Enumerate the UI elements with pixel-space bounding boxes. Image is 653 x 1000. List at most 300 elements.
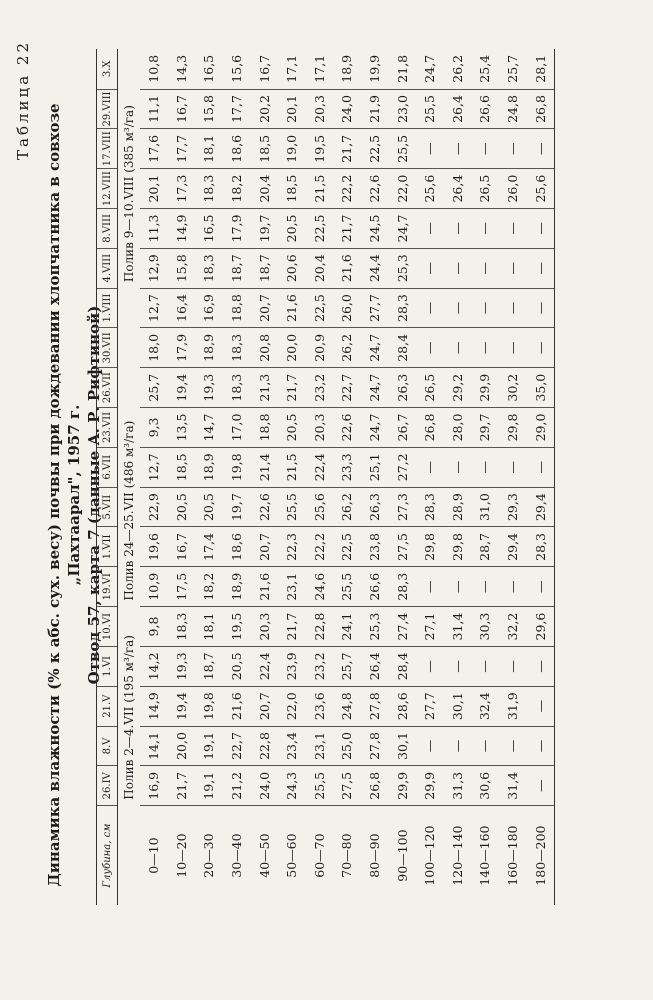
moisture-value-cell: — [416, 726, 444, 766]
moisture-value-cell: 25,7 [499, 49, 527, 89]
spacer-cell [118, 806, 141, 905]
moisture-value-cell: — [499, 447, 527, 487]
moisture-value-cell: 22,2 [306, 527, 334, 567]
moisture-value-cell: 29,2 [444, 368, 472, 408]
table-row [195, 49, 223, 905]
date-header: 23.VII [97, 408, 118, 448]
moisture-value-cell: 26,8 [526, 89, 554, 129]
moisture-value-cell: 27,4 [388, 607, 416, 647]
moisture-value-cell: 15,8 [195, 89, 223, 129]
moisture-value-cell: 19,7 [250, 209, 278, 249]
moisture-value-cell: 26,4 [361, 646, 389, 686]
moisture-value-cell: 25,5 [388, 129, 416, 169]
moisture-value-cell: 23,9 [278, 646, 306, 686]
moisture-value-cell: — [444, 447, 472, 487]
moisture-value-cell: 26,3 [388, 368, 416, 408]
moisture-value-cell: 28,1 [526, 49, 554, 89]
moisture-value-cell: 15,6 [223, 49, 251, 89]
moisture-value-cell: 30,1 [444, 686, 472, 726]
moisture-value-cell: 17,1 [278, 49, 306, 89]
moisture-value-cell: 14,7 [195, 408, 223, 448]
depth-header: Глубина, см [97, 806, 118, 905]
moisture-value-cell: 24,5 [361, 209, 389, 249]
moisture-value-cell: 22,5 [361, 129, 389, 169]
moisture-value-cell: 21,4 [250, 447, 278, 487]
moisture-value-cell: 18,8 [250, 408, 278, 448]
moisture-value-cell: 25,5 [278, 487, 306, 527]
date-header: 6.VII [97, 447, 118, 487]
moisture-value-cell: 20,5 [168, 487, 196, 527]
moisture-value-cell: 27,1 [416, 607, 444, 647]
depth-cell: 90—100 [394, 829, 410, 882]
moisture-value-cell: 18,3 [195, 248, 223, 288]
moisture-value-cell: 22,5 [333, 527, 361, 567]
depth-cell: 140—160 [477, 825, 493, 886]
moisture-value-cell: 16,9 [195, 288, 223, 328]
moisture-value-cell: — [499, 726, 527, 766]
moisture-value-cell: — [526, 129, 554, 169]
moisture-value-cell: 18,1 [195, 129, 223, 169]
moisture-value-cell: — [499, 328, 527, 368]
moisture-value-cell: 9,3 [140, 408, 168, 448]
moisture-value-cell: 21,6 [333, 248, 361, 288]
date-header: 1.VII [97, 527, 118, 567]
moisture-value-cell: 27,7 [416, 686, 444, 726]
moisture-value-cell: — [526, 646, 554, 686]
moisture-value-cell: 32,2 [499, 607, 527, 647]
moisture-value-cell: 21,5 [278, 447, 306, 487]
moisture-value-cell: 26,7 [388, 408, 416, 448]
moisture-value-cell: 29,9 [416, 766, 444, 806]
moisture-value-cell: 18,0 [140, 328, 168, 368]
moisture-value-cell: 18,2 [195, 567, 223, 607]
moisture-value-cell: 18,5 [250, 129, 278, 169]
moisture-value-cell: 9,8 [140, 607, 168, 647]
moisture-value-cell: 27,8 [361, 686, 389, 726]
moisture-value-cell: 28,3 [526, 527, 554, 567]
moisture-value-cell: 25,5 [333, 567, 361, 607]
moisture-value-cell: 29,8 [416, 527, 444, 567]
moisture-value-cell: 21,7 [278, 607, 306, 647]
moisture-value-cell: 24,7 [388, 209, 416, 249]
moisture-value-cell: 17,7 [223, 89, 251, 129]
depth-cell: 10—20 [173, 833, 189, 878]
moisture-value-cell: 11,3 [140, 209, 168, 249]
moisture-value-cell: 26,8 [416, 408, 444, 448]
moisture-value-cell: 24,6 [306, 567, 334, 607]
moisture-value-cell: 23,8 [361, 527, 389, 567]
moisture-value-cell: 31,9 [499, 686, 527, 726]
moisture-value-cell: 18,7 [250, 248, 278, 288]
moisture-value-cell: 26,6 [471, 89, 499, 129]
moisture-value-cell: 26,5 [416, 368, 444, 408]
moisture-value-cell: 20,6 [278, 248, 306, 288]
table-title [44, 70, 104, 920]
moisture-value-cell: 23,1 [278, 567, 306, 607]
moisture-value-cell: 16,5 [195, 209, 223, 249]
moisture-value-cell: — [526, 288, 554, 328]
irrigation-section-text: Полив 9—10.VIII (385 м³/га) [122, 105, 136, 283]
moisture-value-cell: 20,1 [278, 89, 306, 129]
moisture-value-cell: — [499, 129, 527, 169]
moisture-value-cell: 19,1 [195, 766, 223, 806]
moisture-value-cell: 24,7 [361, 328, 389, 368]
moisture-value-cell: 18,7 [195, 646, 223, 686]
moisture-value-cell: 27,5 [333, 766, 361, 806]
moisture-value-cell: 22,3 [278, 527, 306, 567]
date-header: 1.VIII [97, 288, 118, 328]
moisture-value-cell: 17,9 [168, 328, 196, 368]
moisture-value-cell: 18,2 [223, 169, 251, 209]
moisture-value-cell: 22,8 [250, 726, 278, 766]
moisture-value-cell: 22,8 [306, 607, 334, 647]
moisture-value-cell: 27,2 [388, 447, 416, 487]
table-row [526, 49, 554, 905]
moisture-value-cell: — [526, 686, 554, 726]
moisture-value-cell: 19,5 [223, 607, 251, 647]
date-header: 30.VII [97, 328, 118, 368]
irrigation-section-label [118, 288, 141, 607]
table-row [168, 49, 196, 905]
moisture-value-cell: 17,1 [306, 49, 334, 89]
moisture-value-cell: 25,6 [306, 487, 334, 527]
moisture-value-cell: — [471, 288, 499, 328]
depth-cell: 60—70 [311, 833, 327, 878]
moisture-value-cell: 21,6 [223, 686, 251, 726]
moisture-value-cell: 21,5 [306, 169, 334, 209]
moisture-value-cell: 18,9 [195, 447, 223, 487]
moisture-value-cell: 24,7 [416, 49, 444, 89]
date-header: 17.VIII [97, 129, 118, 169]
moisture-value-cell: 21,7 [278, 368, 306, 408]
moisture-value-cell: 25,0 [333, 726, 361, 766]
moisture-value-cell: 15,8 [168, 248, 196, 288]
moisture-value-cell: 25,5 [416, 89, 444, 129]
moisture-value-cell: 27,3 [388, 487, 416, 527]
table-row [250, 49, 278, 905]
moisture-value-cell: 12,7 [140, 288, 168, 328]
table-row [223, 49, 251, 905]
moisture-value-cell: 31,4 [444, 607, 472, 647]
moisture-value-cell: 26,0 [333, 288, 361, 328]
date-header: 29.VIII [97, 89, 118, 129]
moisture-value-cell: 22,4 [306, 447, 334, 487]
moisture-value-cell: 22,7 [223, 726, 251, 766]
moisture-value-cell: 29,9 [471, 368, 499, 408]
moisture-value-cell: — [526, 726, 554, 766]
moisture-value-cell: 26,4 [444, 89, 472, 129]
moisture-value-cell: 20,5 [278, 209, 306, 249]
depth-cell: 80—90 [367, 833, 383, 878]
moisture-value-cell: 27,8 [361, 726, 389, 766]
moisture-value-cell: 24,7 [361, 368, 389, 408]
moisture-value-cell: 19,8 [195, 686, 223, 726]
irrigation-section-label [118, 49, 141, 288]
moisture-value-cell: 26,2 [444, 49, 472, 89]
moisture-value-cell: 22,7 [333, 368, 361, 408]
moisture-value-cell: 24,0 [250, 766, 278, 806]
moisture-value-cell: 18,1 [195, 607, 223, 647]
moisture-value-cell: 28,6 [388, 686, 416, 726]
table-row [140, 49, 168, 905]
moisture-value-cell: 18,5 [278, 169, 306, 209]
moisture-value-cell: 20,5 [278, 408, 306, 448]
moisture-value-cell: 17,6 [140, 129, 168, 169]
date-header: 1.VI [97, 646, 118, 686]
moisture-value-cell: 21,8 [388, 49, 416, 89]
moisture-value-cell: 29,8 [444, 527, 472, 567]
moisture-value-cell: 18,3 [223, 328, 251, 368]
moisture-value-cell: 22,0 [388, 169, 416, 209]
date-header: 4.VIII [97, 248, 118, 288]
moisture-value-cell: — [526, 766, 554, 806]
moisture-value-cell: 14,9 [168, 209, 196, 249]
moisture-value-cell: 21,6 [278, 288, 306, 328]
moisture-value-cell: 19,3 [168, 646, 196, 686]
depth-cell: 30—40 [229, 833, 245, 878]
moisture-value-cell: 25,7 [333, 646, 361, 686]
moisture-value-cell: — [444, 646, 472, 686]
moisture-value-cell: 31,0 [471, 487, 499, 527]
moisture-value-cell: 23,0 [388, 89, 416, 129]
moisture-value-cell: 22,6 [333, 408, 361, 448]
moisture-value-cell: 18,9 [333, 49, 361, 89]
moisture-value-cell: 10,9 [140, 567, 168, 607]
moisture-value-cell: 21,2 [223, 766, 251, 806]
moisture-value-cell: 19,0 [278, 129, 306, 169]
depth-cell: 50—60 [284, 833, 300, 878]
table-row [416, 49, 444, 905]
table-row [333, 49, 361, 905]
moisture-value-cell: 28,4 [388, 646, 416, 686]
moisture-value-cell: 22,2 [333, 169, 361, 209]
moisture-value-cell: — [471, 447, 499, 487]
moisture-value-cell: 21,7 [333, 209, 361, 249]
moisture-value-cell: 22,5 [306, 288, 334, 328]
moisture-value-cell: 29,0 [526, 408, 554, 448]
moisture-value-cell: 23,2 [306, 646, 334, 686]
moisture-value-cell: — [444, 567, 472, 607]
moisture-value-cell: 19,6 [140, 527, 168, 567]
moisture-value-cell: 20,5 [195, 487, 223, 527]
moisture-value-cell: 21,3 [250, 368, 278, 408]
moisture-value-cell: 14,3 [168, 49, 196, 89]
moisture-value-cell: 29,6 [526, 607, 554, 647]
moisture-value-cell: 16,7 [168, 89, 196, 129]
moisture-value-cell: — [526, 209, 554, 249]
moisture-value-cell: 22,9 [140, 487, 168, 527]
table-number: Таблица 22 [14, 40, 32, 160]
moisture-value-cell: 23,4 [278, 726, 306, 766]
moisture-value-cell: 17,3 [168, 169, 196, 209]
date-header: 3.X [97, 49, 118, 89]
moisture-value-cell: 29,7 [471, 408, 499, 448]
moisture-value-cell: 25,3 [388, 248, 416, 288]
moisture-value-cell: 20,7 [250, 686, 278, 726]
moisture-value-cell: 20,4 [306, 248, 334, 288]
depth-cell: 160—180 [505, 825, 521, 886]
moisture-value-cell: 21,6 [250, 567, 278, 607]
moisture-value-cell: — [526, 447, 554, 487]
moisture-value-cell: 19,9 [361, 49, 389, 89]
moisture-value-cell: 29,8 [499, 408, 527, 448]
moisture-value-cell: 16,7 [250, 49, 278, 89]
moisture-value-cell: 27,5 [388, 527, 416, 567]
moisture-value-cell: 28,7 [471, 527, 499, 567]
moisture-value-cell: 24,3 [278, 766, 306, 806]
irrigation-section-text: Полив 24—25.VII (486 м³/га) [122, 420, 136, 601]
moisture-value-cell: 25,6 [416, 169, 444, 209]
moisture-value-cell: 20,0 [168, 726, 196, 766]
moisture-value-cell: 19,8 [223, 447, 251, 487]
date-header: 26.VII [97, 368, 118, 408]
moisture-value-cell: 30,2 [499, 368, 527, 408]
moisture-value-cell: 20,7 [250, 527, 278, 567]
moisture-value-cell: 16,5 [195, 49, 223, 89]
moisture-value-cell: 17,7 [168, 129, 196, 169]
moisture-value-cell: 28,3 [416, 487, 444, 527]
moisture-value-cell: 29,4 [499, 527, 527, 567]
moisture-value-cell: 17,5 [168, 567, 196, 607]
moisture-value-cell: 26,2 [333, 487, 361, 527]
moisture-value-cell: 19,5 [306, 129, 334, 169]
moisture-value-cell: 18,9 [223, 567, 251, 607]
title-line-2: Отвод 57, карта 7 (данные А. Р. Рифтиной) [85, 305, 103, 685]
moisture-value-cell: — [444, 288, 472, 328]
moisture-value-cell: 20,0 [278, 328, 306, 368]
moisture-value-cell: 20,9 [306, 328, 334, 368]
moisture-value-cell: 22,5 [306, 209, 334, 249]
moisture-value-cell: — [471, 646, 499, 686]
moisture-value-cell: 16,7 [168, 527, 196, 567]
moisture-value-cell: 24,8 [499, 89, 527, 129]
moisture-value-cell: 18,3 [195, 169, 223, 209]
moisture-value-cell: — [499, 248, 527, 288]
moisture-value-cell: 18,6 [223, 129, 251, 169]
date-header: 26.IV [97, 766, 118, 806]
moisture-value-cell: 18,9 [195, 328, 223, 368]
moisture-value-cell: 31,4 [499, 766, 527, 806]
table-row [306, 49, 334, 905]
moisture-value-cell: 19,4 [168, 368, 196, 408]
moisture-value-cell: 20,8 [250, 328, 278, 368]
moisture-value-cell: 30,1 [388, 726, 416, 766]
moisture-value-cell: 28,4 [388, 328, 416, 368]
moisture-value-cell: — [471, 209, 499, 249]
depth-cell: 100—120 [422, 825, 438, 886]
moisture-value-cell: 21,9 [361, 89, 389, 129]
moisture-value-cell: 30,6 [471, 766, 499, 806]
moisture-value-cell: 28,3 [388, 567, 416, 607]
moisture-value-cell: — [444, 328, 472, 368]
moisture-value-cell: 21,7 [168, 766, 196, 806]
date-header: 8.V [97, 726, 118, 766]
moisture-value-cell: 25,6 [526, 169, 554, 209]
moisture-value-cell: 11,1 [140, 89, 168, 129]
moisture-value-cell: 19,4 [168, 686, 196, 726]
moisture-value-cell: 26,5 [471, 169, 499, 209]
date-header: 8.VIII [97, 209, 118, 249]
moisture-value-cell: 26,8 [361, 766, 389, 806]
irrigation-section-label [118, 607, 141, 806]
depth-cell: 20—30 [201, 833, 217, 878]
moisture-value-cell: 24,1 [333, 607, 361, 647]
moisture-value-cell: 17,9 [223, 209, 251, 249]
moisture-value-cell: 25,3 [361, 607, 389, 647]
moisture-value-cell: 18,3 [223, 368, 251, 408]
moisture-value-cell: 29,4 [526, 487, 554, 527]
moisture-value-cell: — [471, 248, 499, 288]
moisture-value-cell: 19,1 [195, 726, 223, 766]
moisture-value-cell: 31,3 [444, 766, 472, 806]
moisture-value-cell: — [416, 328, 444, 368]
depth-cell: 40—50 [256, 833, 272, 878]
moisture-value-cell: 20,2 [250, 89, 278, 129]
table-row [278, 49, 306, 905]
moisture-value-cell: — [471, 129, 499, 169]
moisture-value-cell: — [444, 209, 472, 249]
moisture-value-cell: 18,5 [168, 447, 196, 487]
table-row [361, 49, 389, 905]
moisture-value-cell: 20,3 [306, 408, 334, 448]
moisture-value-cell: 28,0 [444, 408, 472, 448]
moisture-value-cell: 26,6 [361, 567, 389, 607]
moisture-value-cell: 26,0 [499, 169, 527, 209]
moisture-value-cell: 24,4 [361, 248, 389, 288]
moisture-value-cell: 18,6 [223, 527, 251, 567]
moisture-value-cell: — [444, 726, 472, 766]
moisture-value-cell: — [416, 447, 444, 487]
date-header: 12.VIII [97, 169, 118, 209]
moisture-value-cell: 18,7 [223, 248, 251, 288]
moisture-value-cell: 19,3 [195, 368, 223, 408]
header-row [97, 49, 118, 905]
moisture-value-cell: 18,8 [223, 288, 251, 328]
moisture-value-cell: 12,9 [140, 248, 168, 288]
moisture-value-cell: 22,6 [361, 169, 389, 209]
moisture-value-cell: 22,4 [250, 646, 278, 686]
date-header: 19.VI [97, 567, 118, 607]
moisture-value-cell: 21,7 [333, 129, 361, 169]
moisture-value-cell: 32,4 [471, 686, 499, 726]
moisture-value-cell: 18,3 [168, 607, 196, 647]
moisture-value-cell: — [416, 646, 444, 686]
moisture-value-cell: 23,6 [306, 686, 334, 726]
moisture-value-cell: 22,6 [250, 487, 278, 527]
moisture-value-cell: 25,5 [306, 766, 334, 806]
moisture-value-cell: 16,4 [168, 288, 196, 328]
moisture-value-cell: — [416, 288, 444, 328]
moisture-value-cell: 24,8 [333, 686, 361, 726]
moisture-value-cell: 24,7 [361, 408, 389, 448]
date-header: 5.VII [97, 487, 118, 527]
moisture-value-cell: — [499, 646, 527, 686]
moisture-value-cell: — [471, 328, 499, 368]
moisture-value-cell: 27,7 [361, 288, 389, 328]
moisture-value-cell: 17,0 [223, 408, 251, 448]
moisture-value-cell: 14,9 [140, 686, 168, 726]
moisture-value-cell: 23,2 [306, 368, 334, 408]
irrigation-section-text: Полив 2—4.VII (195 м³/га) [122, 635, 136, 800]
table-row [471, 49, 499, 905]
moisture-value-cell: — [416, 248, 444, 288]
moisture-value-cell: 20,7 [250, 288, 278, 328]
moisture-value-cell: 19,7 [223, 487, 251, 527]
title-line-1: Динамика влажности (% к абс. сух. весу) почвы при дождевании хлопчатника в совхозе „Пахтаарал", 1957 г. [45, 103, 83, 887]
moisture-value-cell: 20,3 [306, 89, 334, 129]
moisture-table [96, 49, 555, 905]
date-header: 21.V [97, 686, 118, 726]
